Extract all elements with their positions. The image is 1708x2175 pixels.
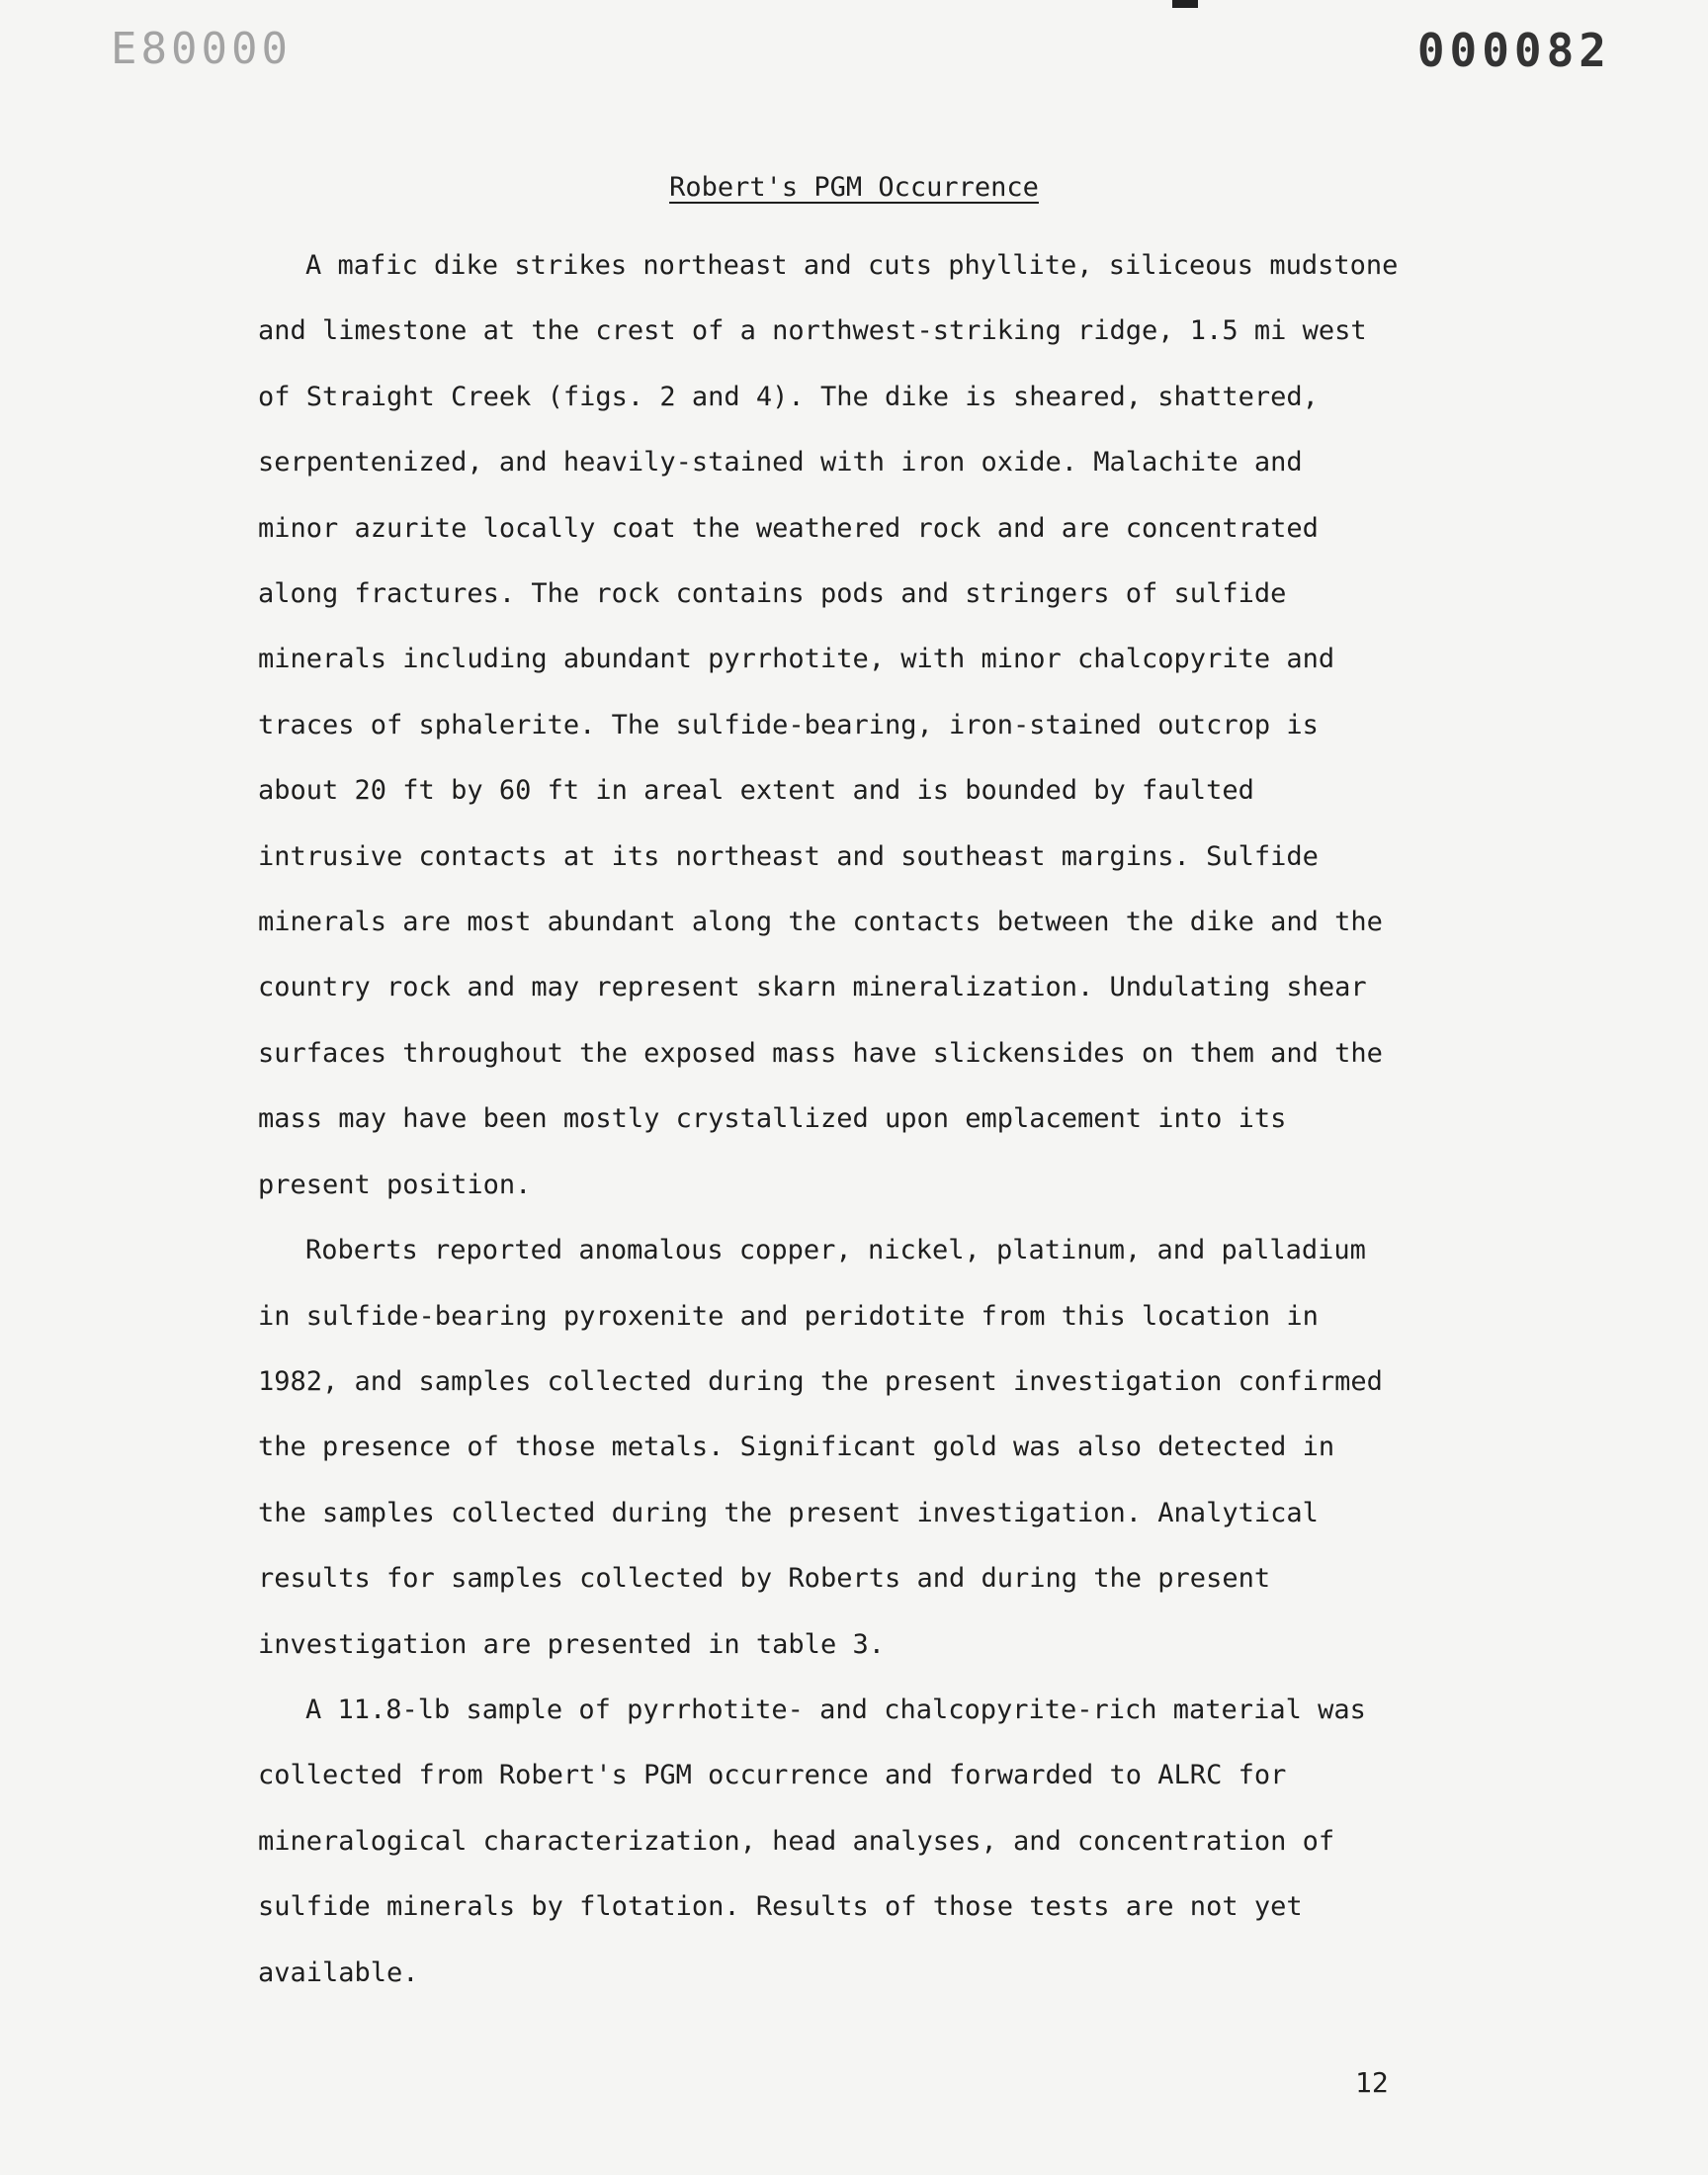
section-title-container [0,172,1708,203]
section-title: Robert's PGM Occurrence [669,172,1039,203]
page-number: 12 [1355,2066,1389,2099]
paragraph-sample-testing: A 11.8-lb sample of pyrrhotite- and chalcopyrite-rich material was collected from Robert's PGM occurrence and forwarded to ALRC for mineralogical characterization, head analyses, and concentration of sulfide minerals by flotation. Results of those tests are not yet available. [258,1694,1366,1988]
bates-stamp: 000082 [1416,24,1611,77]
paragraph-analytical-results: Roberts reported anomalous copper, nickel, platinum, and palladium in sulfide-bearing pyroxenite and peridotite from this location in 1982, and samples collected during the present investigation confirmed the presence of those metals. Significant gold was also detected in the samples collected during the present investigation. Analytical results for samples collected by Roberts and during the present investigation are presented in table 3. [258,1235,1383,1660]
scan-mark [1172,0,1198,8]
paragraph-dike-description: A mafic dike strikes northeast and cuts phyllite, siliceous mudstone and limestone at the crest of a northwest-striking ridge, 1.5 mi west of Straight Creek (figs. 2 and 4). The dike is sheared, shattered, serpentenized, and heavily-stained with iron oxide. Malachite and minor azurite locally coat the weathered rock and are concentrated along fractures. The rock contains pods and stringers of sulfide minerals including abundant pyrrhotite, with minor chalcopyrite and traces of sphalerite. The sulfide-bearing, iron-stained outcrop is about 20 ft by 60 ft in areal extent and is bounded by faulted intrusive contacts at its northeast and southeast margins. Sulfide minerals are most abundant along the contacts between the dike and the country rock and may represent skarn mineralization. Undulating shear surfaces throughout the exposed mass have slickensides on them and the mass may have been mostly crystallized upon emplacement into its present position. [258,250,1399,1200]
bates-stamp-faded: E80000 [111,24,292,74]
body-text [258,233,1464,2006]
